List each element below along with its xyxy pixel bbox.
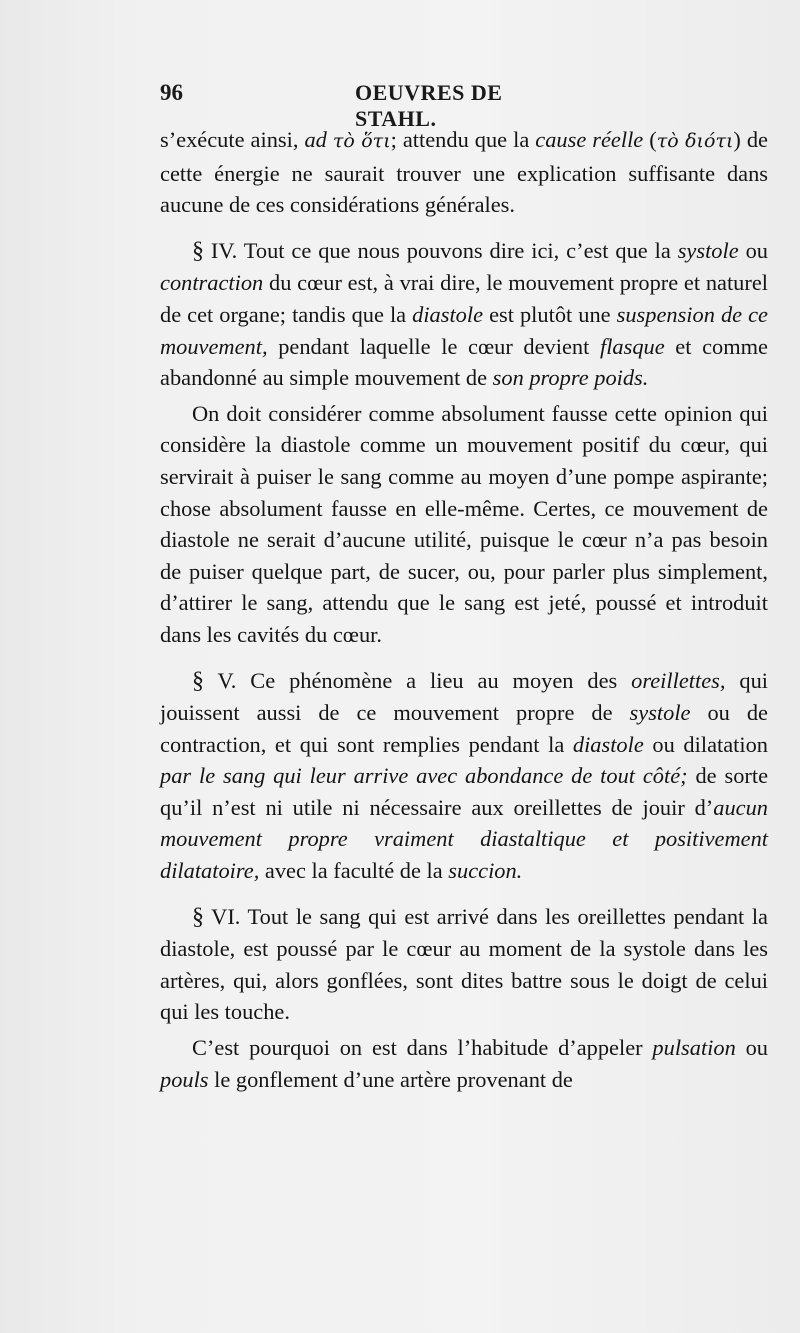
italic-text: contraction xyxy=(160,270,264,296)
greek-text: τὸ ὅτι xyxy=(332,130,391,152)
italic-text: oreillettes, xyxy=(631,667,726,693)
italic-text: flasque xyxy=(599,333,665,359)
body-text xyxy=(160,124,768,1095)
text-run: V. Ce phénomène a lieu au moyen des xyxy=(204,667,632,693)
italic-text: diastole xyxy=(412,301,484,327)
text-run: VI. Tout le sang qui est arrivé dans les oreillettes pendant la diastole, est poussé par le cœur au moment de la systole dans les artères, qui, alors gonflées, sont dites battre sous le doigt de celui qui les touche. xyxy=(160,903,768,1025)
running-title: OEUVRES DE STAHL. xyxy=(355,80,503,131)
italic-text: par le sang qui leur arrive avec abondance de tout côté; xyxy=(160,763,688,789)
text-run: ou dilatation xyxy=(643,731,768,757)
italic-text: systole xyxy=(629,700,691,726)
text-run: avec la faculté de la xyxy=(259,858,449,884)
text-run: On doit considérer comme absolument fausse cette opinion qui considère la diastole comme un mouvement positif du cœur, qui servirait à puiser le sang comme au moyen d’une pompe aspirante; chose absolument fausse en elle-même. Certes, ce mouvement de diastole ne serait d’aucune utilité, puisque le cœur n’a pas besoin de puiser quelque part, de sucer, ou, pour parler plus simplement, d’attirer le sang, attendu que le sang est jeté, poussé et introduit dans les cavités du cœur. xyxy=(160,400,768,647)
section-sign: § xyxy=(192,903,204,930)
text-run: ; attendu que la xyxy=(390,127,536,152)
italic-text: diastole xyxy=(572,731,644,757)
section-sign: § xyxy=(192,667,204,694)
text-run: ( xyxy=(643,127,657,152)
italic-text: pulsation xyxy=(652,1035,736,1061)
paragraph-section-vi xyxy=(160,901,768,1028)
text-run: IV. Tout ce que nous pouvons dire ici, c’est que la xyxy=(204,237,678,263)
text-run: pendant laquelle le cœur devient xyxy=(267,333,600,359)
text-run: le gonflement d’une artère provenant de xyxy=(208,1066,573,1092)
italic-text: aucun mouvement propre vraiment diastaltique et positivement dilatatoire, xyxy=(160,794,768,884)
text-run: s’exécute ainsi, xyxy=(160,127,305,152)
italic-text: suspension de ce mouvement, xyxy=(160,301,768,359)
text-run: de sorte qu’il n’est ni utile ni nécessaire aux oreillettes de jouir d’ xyxy=(160,763,769,820)
text-run: et comme abandonné au simple mouvement de xyxy=(160,333,768,391)
text-run: ou de contraction, et qui sont remplies pendant la xyxy=(160,700,768,757)
page-header xyxy=(160,80,580,131)
text-run: est plutôt une xyxy=(483,301,617,327)
page-number: 96 xyxy=(160,80,183,105)
paragraph-section-iv xyxy=(160,235,768,394)
section-sign: § xyxy=(192,237,204,264)
text-run: C’est pourquoi on est dans l’habitude d’appeler xyxy=(192,1035,653,1061)
italic-text: son propre poids. xyxy=(492,365,649,391)
italic-text: cause réelle xyxy=(535,127,644,152)
paragraph-diastole-refutation xyxy=(160,398,768,651)
italic-text: succion. xyxy=(448,858,523,884)
italic-text: systole xyxy=(677,237,739,263)
italic-text: ad xyxy=(304,127,327,152)
text-run: qui jouissent aussi de ce mouvement propre de xyxy=(160,667,768,726)
text-run: ) de cette énergie ne saurait trouver une explication suffisante dans aucune de ces considérations générales. xyxy=(160,127,768,218)
paragraph-continuation xyxy=(160,124,768,221)
text-run: du cœur est, à vrai dire, le mouvement propre et naturel de cet organe; tandis que la xyxy=(160,270,768,327)
text-run: ou xyxy=(735,1035,768,1061)
paragraph-pulsation xyxy=(160,1032,768,1095)
text-run: ou xyxy=(738,237,768,263)
greek-text: τὸ διότι xyxy=(656,130,734,152)
paragraph-section-v xyxy=(160,665,768,887)
italic-text: pouls xyxy=(160,1066,209,1092)
